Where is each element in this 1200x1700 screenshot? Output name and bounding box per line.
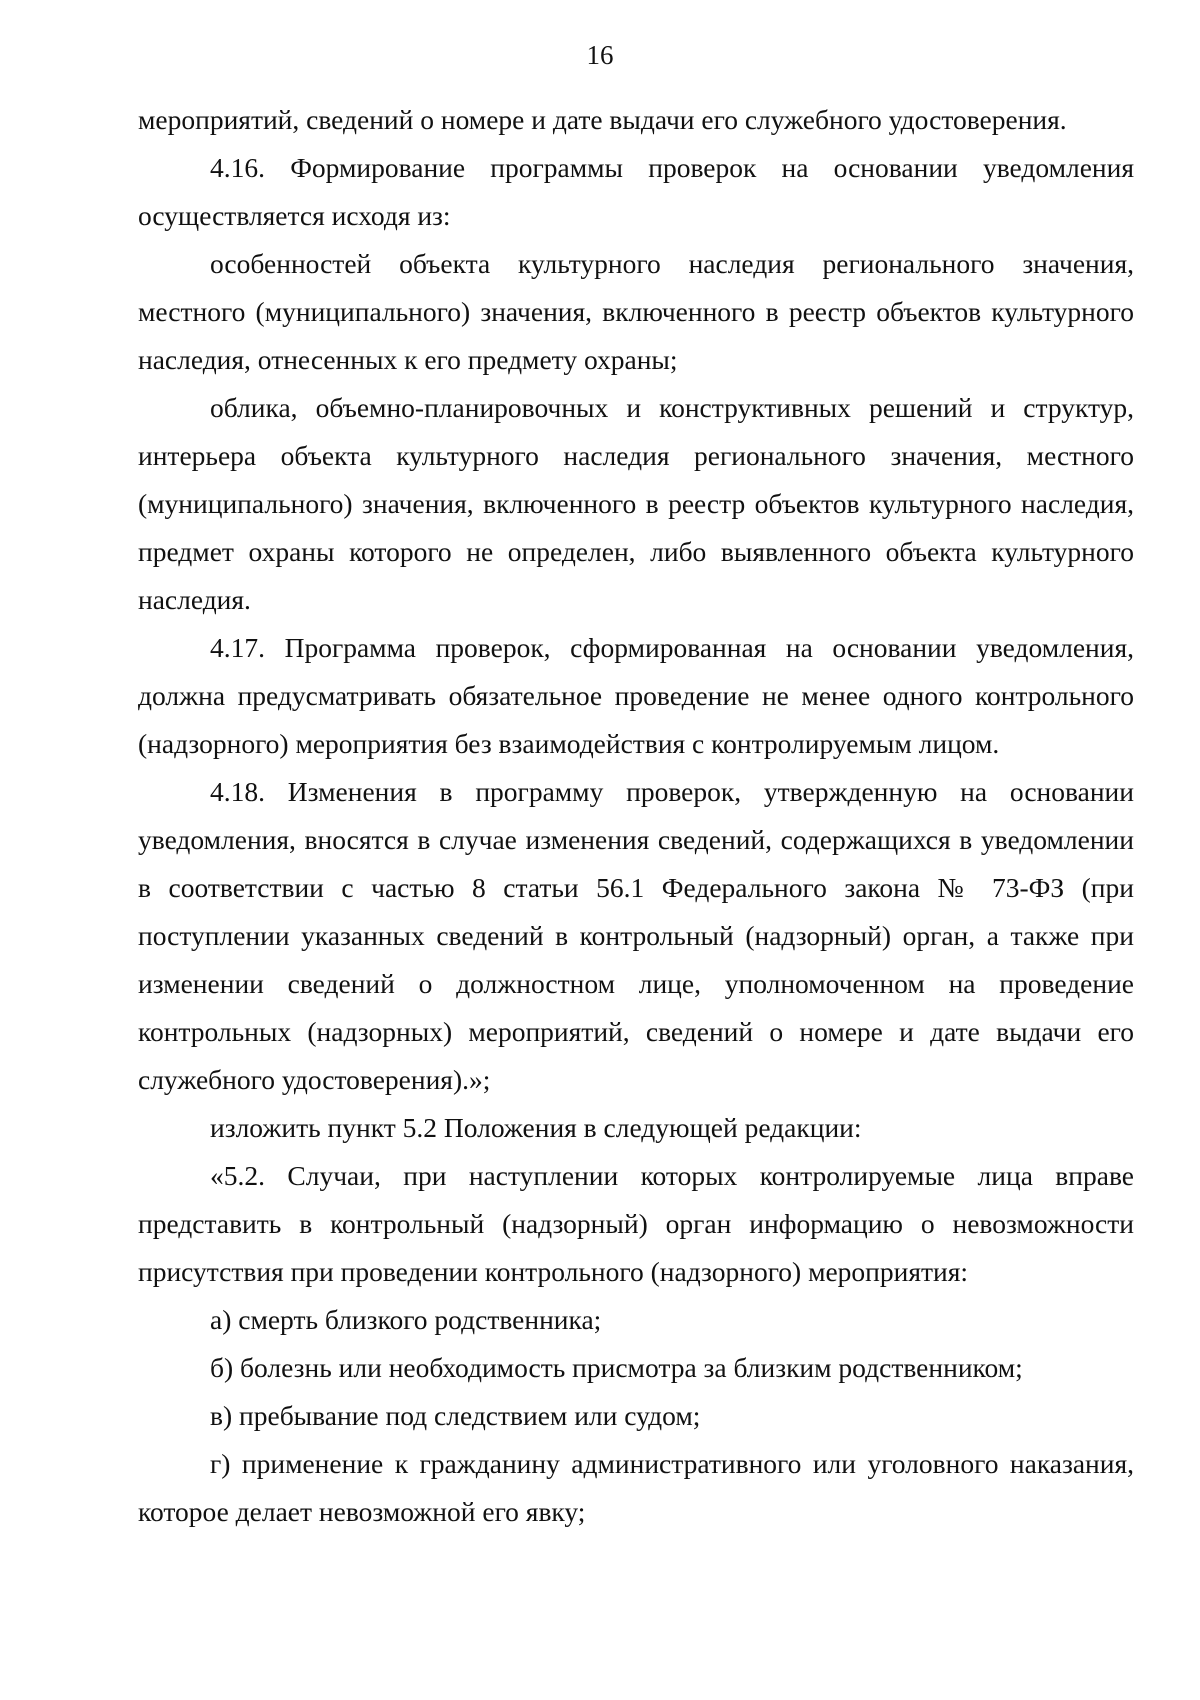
document-body	[138, 96, 1134, 1536]
paragraph-features: особенностей объекта культурного наследия регионального значения, местного (муниципального) значения, включенного в реестр объектов культурного наследия, отнесенных к его предмету охраны;	[138, 248, 1134, 375]
paragraph-continuation: мероприятий, сведений о номере и дате выдачи его служебного удостоверения.	[138, 104, 1067, 135]
list-item-v: в) пребывание под следствием или судом;	[210, 1400, 701, 1431]
paragraph-amend-5-2: изложить пункт 5.2 Положения в следующей редакции:	[210, 1112, 862, 1143]
page-number: 16	[586, 40, 614, 70]
paragraph-4-16: 4.16. Формирование программы проверок на основании уведомления осуществляется исходя из:	[138, 152, 1134, 231]
paragraph-4-17: 4.17. Программа проверок, сформированная на основании уведомления, должна предусматривать обязательное проведение не менее одного контрольного (надзорного) мероприятия без взаимодействия с контролируемым лицом.	[138, 632, 1134, 759]
list-item-a: а) смерть близкого родственника;	[210, 1304, 602, 1335]
list-item-g: г) применение к гражданину административного или уголовного наказания, которое делает невозможной его явку;	[138, 1448, 1134, 1527]
paragraph-appearance: облика, объемно-планировочных и конструктивных решений и структур, интерьера объекта культурного наследия регионального значения, местного (муниципального) значения, включенного в реестр объектов культурного наследия, предмет охраны которого не определен, либо выявленного объекта культурного наследия.	[138, 392, 1134, 615]
paragraph-4-18: 4.18. Изменения в программу проверок, утвержденную на основании уведомления, вносятся в случае изменения сведений, содержащихся в уведомлении в соответствии с частью 8 статьи 56.1 Федерального закона № 73-ФЗ (при поступлении указанных сведений в контрольный (надзорный) орган, а также при изменении сведений о должностном лице, уполномоченном на проведение контрольных (надзорных) мероприятий, сведений о номере и дате выдачи его служебного удостоверения).»;	[138, 776, 1134, 1095]
paragraph-5-2: «5.2. Случаи, при наступлении которых контролируемые лица вправе представить в контрольный (надзорный) орган информацию о невозможности присутствия при проведении контрольного (надзорного) мероприятия:	[138, 1160, 1134, 1287]
list-item-b: б) болезнь или необходимость присмотра за близким родственником;	[210, 1352, 1023, 1383]
